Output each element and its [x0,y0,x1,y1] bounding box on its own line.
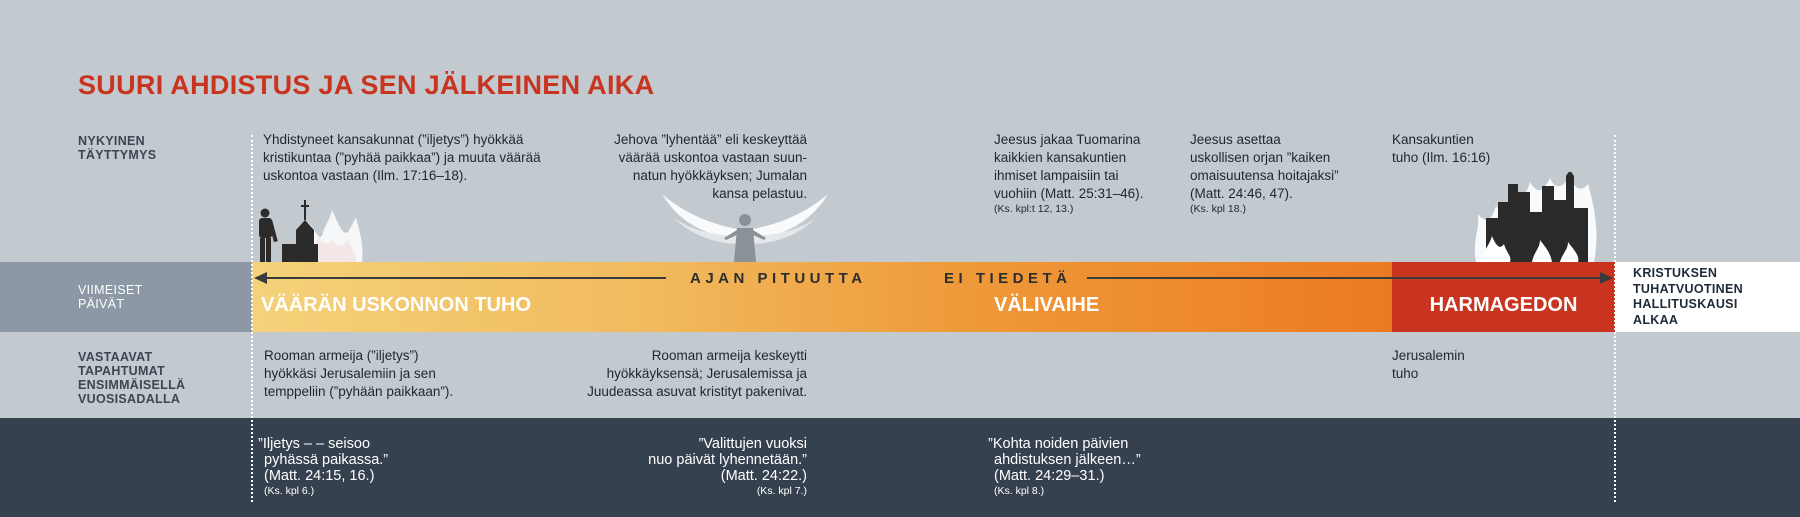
row-label-current-fulfillment: NYKYINEN TÄYTTYMYS [78,134,157,162]
soldier-church-fire-illustration [252,196,367,262]
quote-disgusting-thing: ”Iljetys – – seisoo pyhässä paikassa.” (Matt. 24:15, 16.) (Ks. kpl 6.) [258,436,389,497]
event-un-attack: Yhdistyneet kansakunnat (”iljetys”) hyökkää kristikuntaa (”pyhää paikkaa”) ja muuta väärää uskontoa vastaan (Ilm. 17:16–18). [263,132,541,183]
time-arrow [252,270,1615,286]
phase-interval: VÄLIVAIHE [994,294,1100,316]
event-attack-cut-short: Jehova ”lyhentää” eli keskeyttää väärää uskontoa vastaan suun- natun hyökkäyksen; Jumalan kansa pelastuu. [614,132,807,201]
arrow-text-unknown-length: AJAN PITUUTTA [690,270,867,287]
first-century-attack-halted: Rooman armeija keskeytti hyökkäyksensä; Jerusalemissa ja Juudeassa asuvat kristityt pakenivat. [587,348,807,399]
quote-after-tribulation: ”Kohta noiden päivien ahdistuksen jälkeen…” (Matt. 24:29–31.) (Ks. kpl 8.) [988,436,1141,497]
timeline-start-line [251,135,253,502]
timeline-end-line [1614,135,1616,502]
event-nations-destruction: Kansakuntien tuho (Ilm. 16:16) [1392,132,1491,165]
quote-days-cut-short: ”Valittujen vuoksi nuo päivät lyhennetään.” (Matt. 24:22.) (Ks. kpl 7.) [648,436,807,497]
phase-armageddon: HARMAGEDON [1429,294,1578,316]
arrow-text-not-known: EI TIEDETÄ [944,270,1072,287]
millennial-reign-label: KRISTUKSEN TUHATVUOTINEN HALLITUSKAUSI ALKAA [1633,266,1743,327]
first-century-roman-attack: Rooman armeija (”iljetys”) hyökkäsi Jerusalemiin ja sen temppeliin (”pyhään paikkaan”). [264,348,454,399]
page-title: SUURI AHDISTUS JA SEN JÄLKEINEN AIKA [78,70,655,100]
angel-illustration [660,190,830,262]
row-label-first-century: VASTAAVAT TAPAHTUMAT ENSIMMÄISELLÄ VUOSISADALLA [78,350,186,406]
phase-false-religion-destruction: VÄÄRÄN USKONNON TUHO [261,294,531,316]
event-faithful-slave: Jeesus asettaa uskollisen orjan ”kaiken omaisuutensa hoitajaksi” (Matt. 24:46, 47). (Ks. kpl 18.) [1190,132,1339,215]
first-century-jerusalem-destruction: Jerusalemin tuho [1392,348,1465,381]
event-judgment: Jeesus jakaa Tuomarina kaikkien kansakuntien ihmiset lampaisiin tai vuohiin (Matt. 25:31–46). (Ks. kpl:t 12, 13.) [994,132,1144,215]
burning-city-illustration [1470,172,1600,262]
row-label-last-days: VIIMEISET PÄIVÄT [78,283,143,311]
